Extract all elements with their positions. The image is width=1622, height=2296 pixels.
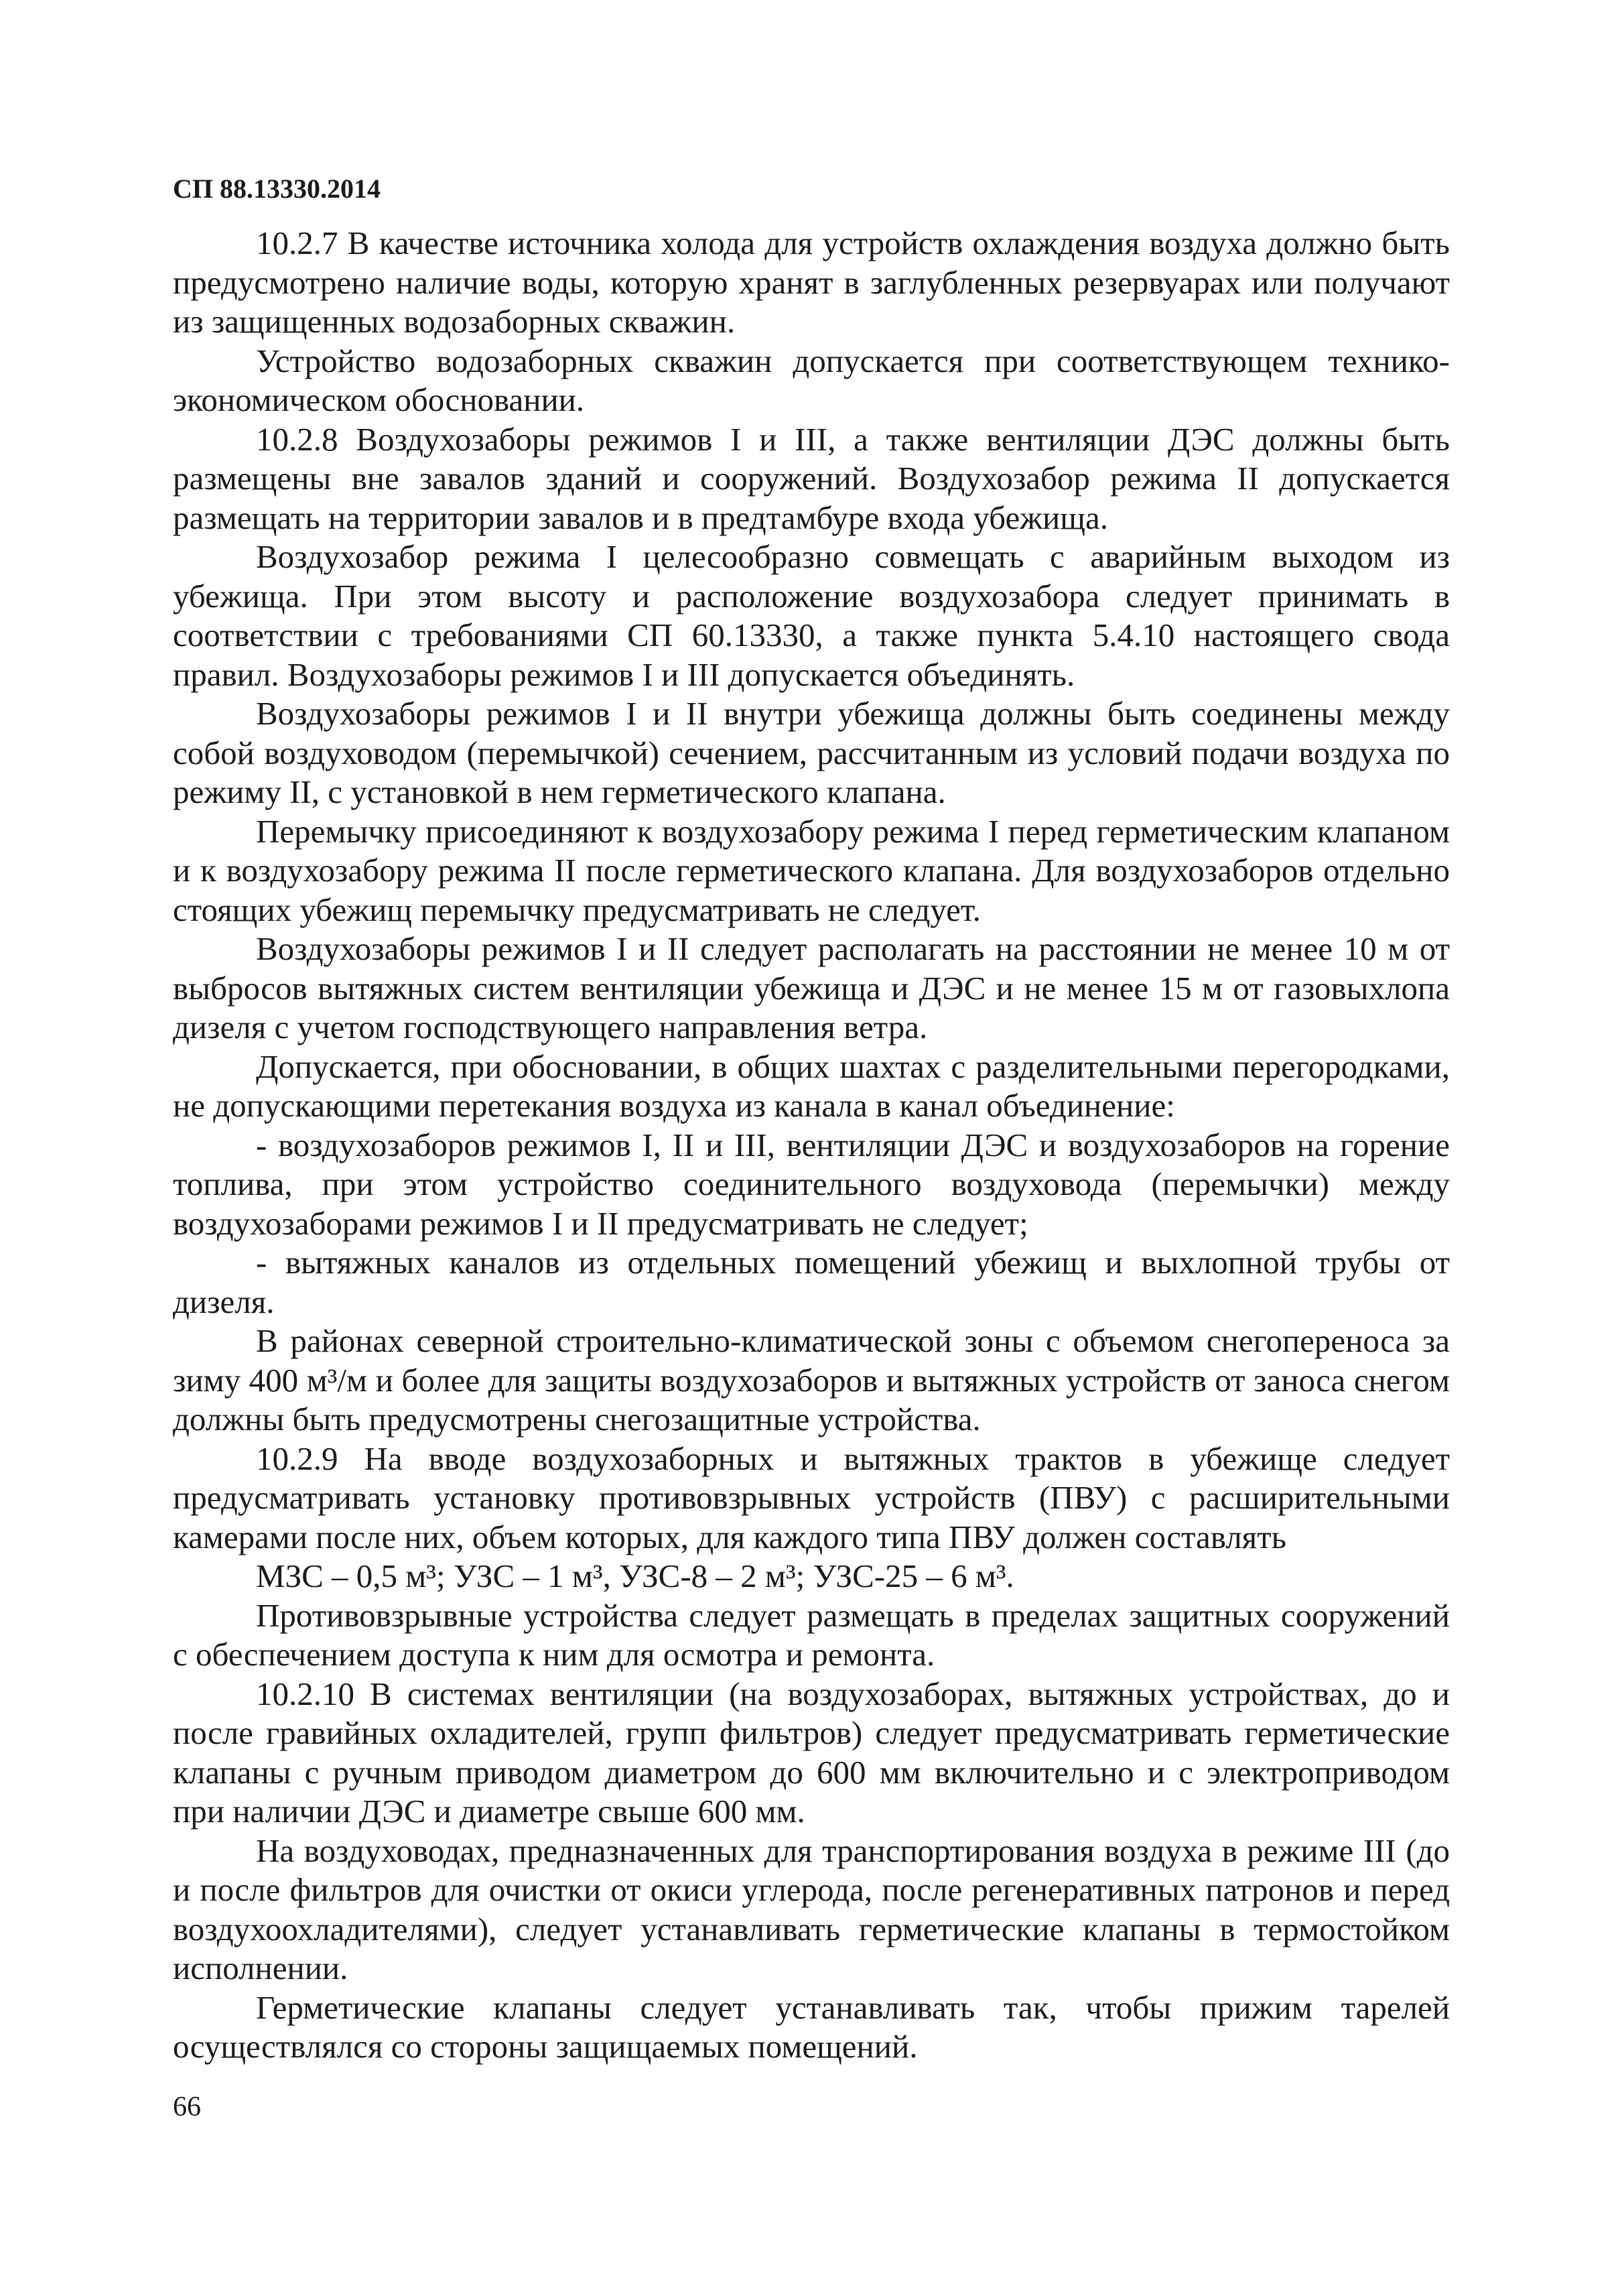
list-item: - воздухозаборов режимов I, II и III, вентиляции ДЭС и воздухозаборов на горение топлива, при этом устройство соединительного воздуховода (перемычки) между воздухозаборами режимов I и II предусматривать не следует; <box>173 1126 1450 1242</box>
paragraph: Перемычку присоединяют к воздухозабору режима I перед герметическим клапаном и к воздухозабору режима II после герметического клапана. Для воздухозаборов отдельно стоящих убежищ перемычку предусматривать не следует. <box>173 812 1450 928</box>
paragraph: В районах северной строительно-климатической зоны с объемом снегопереноса за зиму 400 м³/м и более для защиты воздухозаборов и вытяжных устройств от заноса снегом должны быть предусмотрены снегозащитные устройства. <box>173 1322 1450 1438</box>
document-body <box>173 224 1450 2067</box>
paragraph: Воздухозаборы режимов I и II внутри убежища должны быть соединены между собой воздуховодом (перемычкой) сечением, рассчитанным из условий подачи воздуха по режиму II, с установкой в нем герметического клапана. <box>173 695 1450 810</box>
paragraph-10-2-9: 10.2.9 На вводе воздухозаборных и вытяжных трактов в убежище следует предусматривать установку противовзрывных устройств (ПВУ) с расширительными камерами после них, объем которых, для каждого типа ПВУ должен составлять <box>173 1440 1450 1555</box>
paragraph: Устройство водозаборных скважин допускается при соответствующем технико-экономическом обосновании. <box>173 342 1450 418</box>
paragraph: Герметические клапаны следует устанавливать так, чтобы прижим тарелей осуществлялся со стороны защищаемых помещений. <box>173 1988 1450 2065</box>
volume-formula: МЗС – 0,5 м³; УЗС – 1 м³, УЗС-8 – 2 м³; УЗС-25 – 6 м³. <box>256 1557 1014 1594</box>
paragraph: На воздуховодах, предназначенных для транспортирования воздуха в режиме III (до и после фильтров для очистки от окиси углерода, после регенеративных патронов и перед воздухоохладителями), следует устанавливать герметические клапаны в термостойком исполнении. <box>173 1832 1450 1986</box>
paragraph: Воздухозабор режима I целесообразно совмещать с аварийным выходом из убежища. При этом высоту и расположение воздухозабора следует принимать в соответствии с требованиями СП 60.13330, а также пункта 5.4.10 настоящего свода правил. Воздухозаборы режимов I и III допускается объединять. <box>173 538 1450 693</box>
paragraph: Противовзрывные устройства следует размещать в пределах защитных сооружений с обеспечением доступа к ним для осмотра и ремонта. <box>173 1596 1450 1673</box>
paragraph: Воздухозаборы режимов I и II следует располагать на расстоянии не менее 10 м от выбросов вытяжных систем вентиляции убежища и ДЭС и не менее 15 м от газовыхлопа дизеля с учетом господствующего направления ветра. <box>173 930 1450 1045</box>
document-code-header: СП 88.13330.2014 <box>173 174 381 204</box>
page-number: 66 <box>173 2092 201 2122</box>
paragraph-10-2-10: 10.2.10 В системах вентиляции (на воздухозаборах, вытяжных устройствах, до и после гравийных охладителей, групп фильтров) следует предусматривать герметические клапаны с ручным приводом диаметром до 600 мм включительно и с электроприводом при наличии ДЭС и диаметре свыше 600 мм. <box>173 1675 1450 1830</box>
list-item: - вытяжных каналов из отдельных помещений убежищ и выхлопной трубы от дизеля. <box>173 1244 1450 1320</box>
paragraph-10-2-7: 10.2.7 В качестве источника холода для устройств охлаждения воздуха должно быть предусмотрено наличие воды, которую хранят в заглубленных резервуарах или получают из защищенных водозаборных скважин. <box>173 225 1450 340</box>
paragraph-10-2-8: 10.2.8 Воздухозаборы режимов I и III, а также вентиляции ДЭС должны быть размещены вне завалов зданий и сооружений. Воздухозабор режима II допускается размещать на территории завалов и в предтамбуре входа убежища. <box>173 420 1450 536</box>
paragraph: Допускается, при обосновании, в общих шахтах с разделительными перегородками, не допускающими перетекания воздуха из канала в канал объединение: <box>173 1047 1450 1124</box>
